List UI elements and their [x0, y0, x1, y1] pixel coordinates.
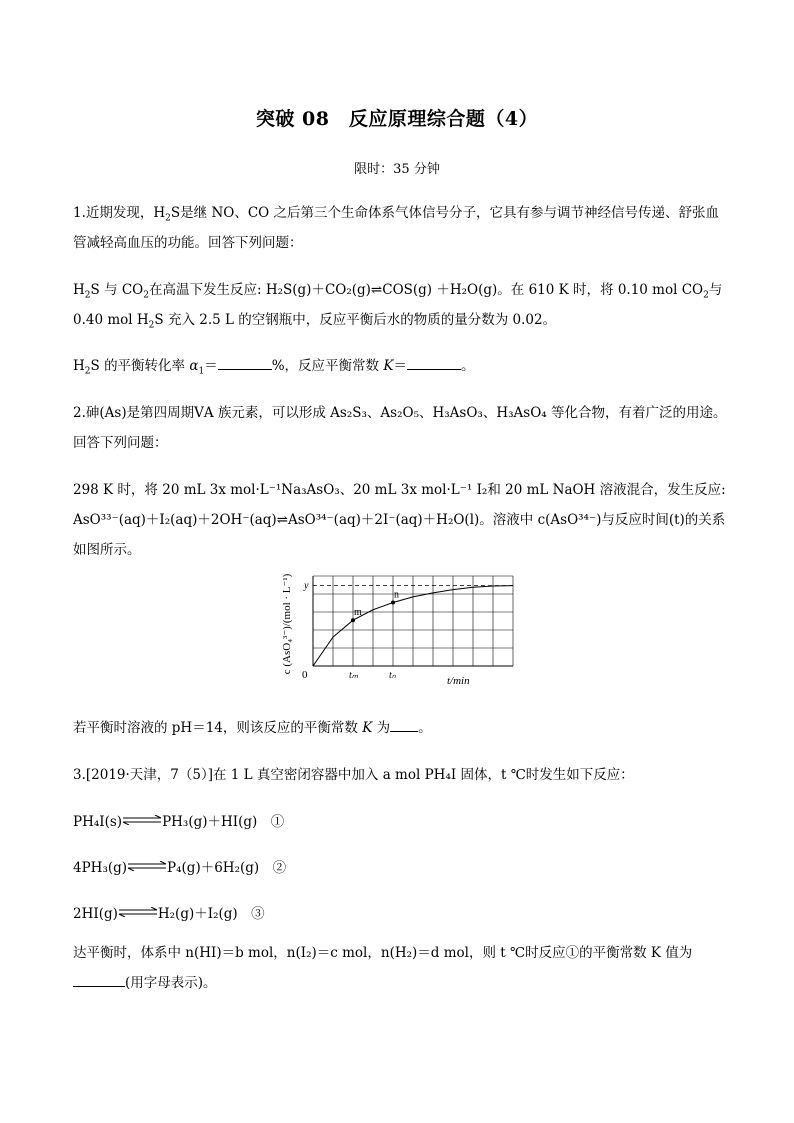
q1-reaction-equation: H₂S(g)＋CO₂(g)⇌COS(g) ＋H₂O(g) — [265, 282, 498, 298]
point-label-m: m — [354, 607, 362, 619]
chart-svg — [270, 556, 520, 691]
point-label-n: n — [394, 589, 399, 601]
reaction-1: PH₄I(s) PH₃(g)＋HI(g) ① — [73, 814, 285, 830]
reaction-2: 4PH₃(g) P₄(g)＋6H₂(g) ② — [73, 860, 287, 876]
q1-intro: 1.近期发现，$H_2S$是继 NO、CO 之后第三个生命体系气体信号分子，它具有参与调节神经信号传递、舒张血管减轻高血压的功能。回答下列问题： — [73, 205, 720, 251]
chart-grid — [313, 576, 513, 666]
answer-blank-k2 — [390, 717, 418, 732]
time-limit: 限时：35 分钟 — [354, 162, 440, 177]
reaction-3: 2HI(g) H₂(g)＋I₂(g) ③ — [73, 906, 265, 922]
q3-question: 达平衡时，体系中 n(HI)＝b mol，n(I₂)＝c mol，n(H₂)＝d mol，则 t ℃时反应①的平衡常数 K 值为(用字母表示)。 — [73, 945, 693, 991]
origin-label: 0 — [302, 669, 308, 681]
x-tick-label-m: tₘ — [349, 670, 359, 681]
answer-blank-alpha — [218, 355, 272, 370]
answer-blank-k1 — [407, 355, 461, 370]
data-point-m — [351, 618, 355, 622]
equilibrium-arrow-icon — [127, 861, 167, 871]
answer-blank-k3 — [73, 972, 125, 987]
q2-intro: 2.砷(As)是第四周期ⅤA 族元素，可以形成 As₂S₃、As₂O₅、H₃AsO₃、H₃AsO₄ 等化合物，有着广泛的用途。回答下列问题： — [73, 405, 727, 451]
data-point-n — [391, 601, 395, 605]
q2-condition: 298 K 时，将 20 mL 3x mol·L⁻¹Na₃AsO₃、20 mL 3x mol·L⁻¹ I₂和 20 mL NaOH 溶液混合，发生反应: AsO³³⁻(aq)＋I₂(aq)＋2OH⁻(aq)⇌AsO³⁴⁻(aq)＋2I⁻(aq)＋H₂O(l)。溶液中 c(AsO³⁴⁻)与反应时间(t)的关系如图所示。 — [73, 482, 726, 558]
equilibrium-arrow-icon — [118, 907, 158, 917]
x-axis-label: t/min — [447, 675, 470, 687]
q3-intro: 3.[2019·天津，7（5）]在 1 L 真空密闭容器中加入 a mol PH₄I 固体，t ℃时发生如下反应： — [73, 767, 634, 783]
y-axis-label: c (AsO₄³⁻)/(mol · L⁻¹) — [281, 573, 293, 675]
x-tick-label-n: tₙ — [389, 670, 396, 681]
y-equilibrium-label: y — [304, 580, 309, 592]
equilibrium-arrow-icon — [122, 815, 162, 825]
q2-question: 若平衡时溶液的 pH＝14，则该反应的平衡常数 K 为 。 — [73, 713, 727, 743]
q1-condition: $H_2S$ 与 $CO_2$在高温下发生反应: H₂S(g)＋CO₂(g)⇌COS(g) ＋H₂O(g)。在 610 K 时，将 0.10 mol $CO_2$与 0.40 mol $H_2S$ 充入 2.5 L 的空钢瓶中，反应平衡后水的物质的量分数为 0.02。 — [73, 282, 723, 331]
page-title: 突破 08 反应原理综合题（4） — [255, 108, 539, 130]
concentration-time-chart — [270, 556, 520, 691]
q1-question: $H_2S$ 的平衡转化率 $\alpha_1=$ %，反应平衡常数 K＝ 。 — [73, 351, 727, 381]
